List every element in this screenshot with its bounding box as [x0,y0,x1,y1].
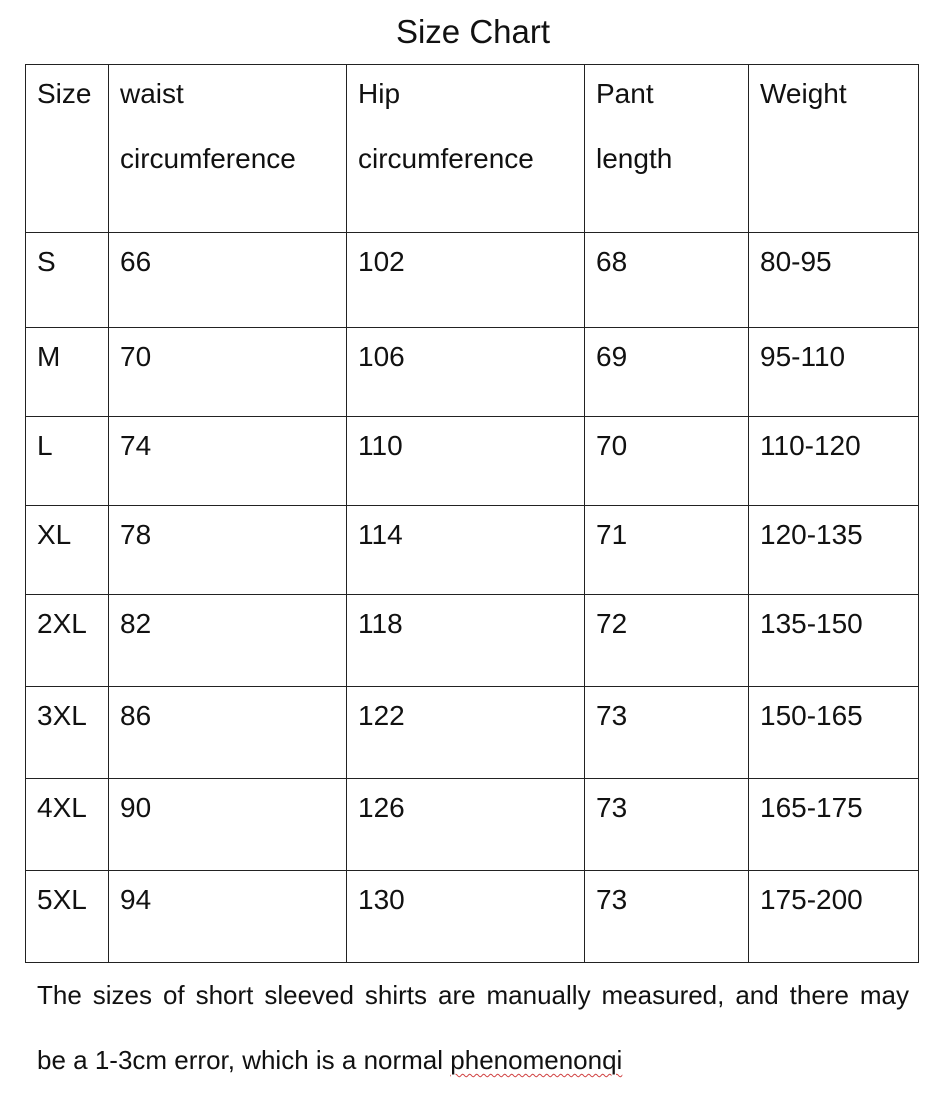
table-cell: 73 [585,687,749,779]
table-row [26,233,919,328]
header-cell-waist [109,65,347,233]
table-row [26,779,919,871]
header-cell-hip [347,65,585,233]
header-text: circumference [120,143,296,174]
table-cell: 114 [347,506,585,595]
table-cell: M [26,328,109,417]
table-cell: 70 [585,417,749,506]
table-row [26,687,919,779]
table-header-row [26,65,919,233]
table-row [26,871,919,963]
table-row [26,506,919,595]
table-cell: 66 [109,233,347,328]
table-cell: 5XL [26,871,109,963]
table-cell: 118 [347,595,585,687]
table-cell: 135-150 [749,595,919,687]
table-cell: 95-110 [749,328,919,417]
table-cell: 122 [347,687,585,779]
table-cell: 3XL [26,687,109,779]
table-cell: 73 [585,871,749,963]
table-cell: 72 [585,595,749,687]
header-cell-weight [749,65,919,233]
table-cell: 94 [109,871,347,963]
table-row [26,328,919,417]
table-row [26,417,919,506]
header-text: circumference [358,143,534,174]
measurement-note: The sizes of short sleeved shirts are manually measured, and there may [37,980,909,1010]
header-text: Size [37,78,92,109]
table-cell: S [26,233,109,328]
table-cell: 126 [347,779,585,871]
header-text: length [596,143,673,174]
header-text: Weight [760,78,847,109]
table-cell: 175-200 [749,871,919,963]
table-cell: 110-120 [749,417,919,506]
table-cell: 73 [585,779,749,871]
header-cell-pant-length [585,65,749,233]
table-cell: L [26,417,109,506]
table-cell: 82 [109,595,347,687]
table-row [26,595,919,687]
table-cell: 71 [585,506,749,595]
table-cell: 86 [109,687,347,779]
header-text: Pant [596,78,654,109]
table-cell: 150-165 [749,687,919,779]
table-cell: 68 [585,233,749,328]
header-cell-size [26,65,109,233]
table-cell: 78 [109,506,347,595]
table-cell: 102 [347,233,585,328]
table-cell: XL [26,506,109,595]
table-cell: 90 [109,779,347,871]
note-text: be a 1-3cm error, which is a normal [37,1045,451,1075]
table-cell: 2XL [26,595,109,687]
size-chart-table [25,64,919,963]
table-cell: 110 [347,417,585,506]
table-cell: 70 [109,328,347,417]
table-cell: 165-175 [749,779,919,871]
table-cell: 130 [347,871,585,963]
table-cell: 74 [109,417,347,506]
page-title: Size Chart [395,13,551,50]
table-cell: 80-95 [749,233,919,328]
table-cell: 4XL [26,779,109,871]
measurement-note-continued [37,1045,909,1075]
spellcheck-flagged-word: phenomenonqi [450,1045,623,1075]
table-cell: 120-135 [749,506,919,595]
table-cell: 106 [347,328,585,417]
table-cell: 69 [585,328,749,417]
header-text: Hip [358,78,401,109]
header-text: waist [120,78,184,109]
